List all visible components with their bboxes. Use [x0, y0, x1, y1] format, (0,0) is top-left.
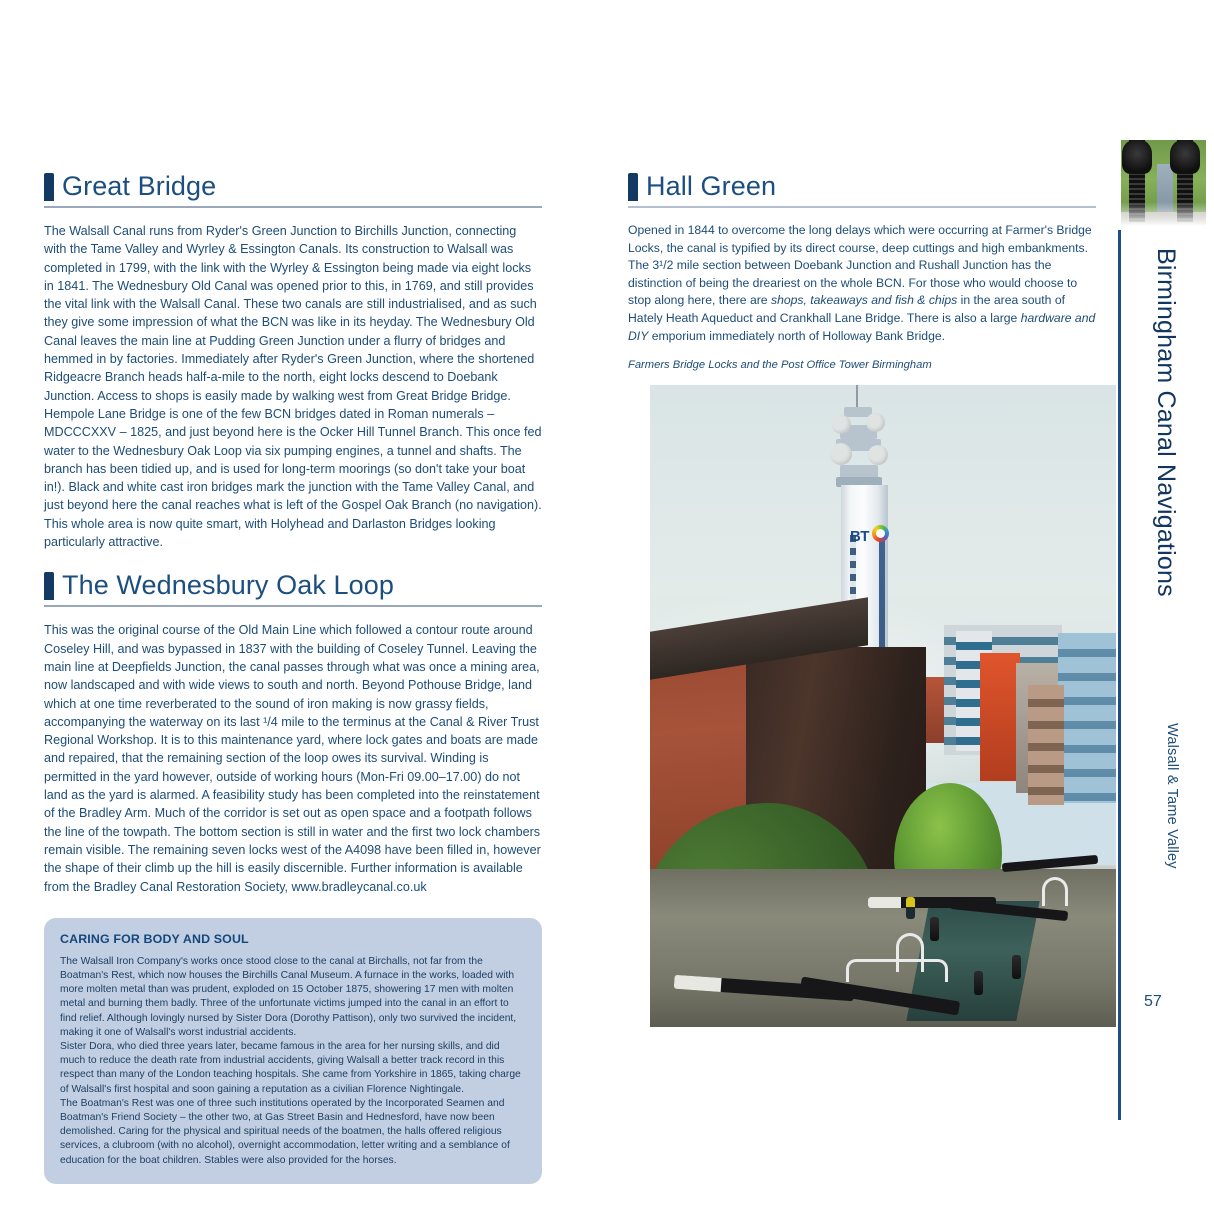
- left-column: [44, 170, 542, 1184]
- page-number: 57: [1144, 993, 1162, 1010]
- person-on-towpath: [906, 897, 915, 919]
- paragraph-hall-green: [628, 222, 1096, 345]
- right-column: [628, 170, 1096, 379]
- beam-white-tip: [868, 897, 901, 908]
- heading-rule: [628, 206, 1096, 208]
- section-heading-wednesbury-oak-loop: [44, 569, 542, 601]
- photo-farmers-bridge-locks: [650, 385, 1116, 1027]
- info-box-paragraph: The Boatman's Rest was one of three such institutions operated by the Incorporated Seamen and Boatman's Friend Society – the other two, at Gas Street Basin and Hednesford, have now been demolished. Caring for the physical and spiritual needs of the boatmen, the halls offered religious services, a clubroom (with no alcohol), overnight accommodation, letter writing and a semblance of education for the boat children. Stables were also provided for the horses.: [60, 1097, 510, 1166]
- background-building-blue: [1058, 633, 1116, 803]
- plain-text: Opened in 1844 to overcome the long delays which were occurring at Farmer's Bridge Locks, the canal is typified by its direct course, deep cuttings and high embankments. The 3¹/2 mile section between Doebank Junction and Rushall Junction has the distinction of being the dreariest on the whole BCN. For those who would choose to stop along here, there are: [628, 223, 1092, 308]
- photo-scene: [650, 385, 1116, 1027]
- chapter-subtitle-vertical: Walsall & Tame Valley: [1164, 723, 1180, 869]
- thumbnail-fade: [1121, 202, 1206, 228]
- mooring-bollard: [974, 971, 983, 995]
- sidebar-thumbnail-image: [1121, 140, 1206, 228]
- background-building: [1028, 685, 1064, 805]
- info-box-paragraph: The Walsall Iron Company's works once stood close to the canal at Birchalls, not far from the Boatman's Rest, which now houses the Birchills Canal Museum. A furnace in the works, loaded with more molten metal than was prudent, exploded on 15 October 1875, showering 17 men with molten metal and burning them badly. Three of the unfortunate victims jumped into the canal in an effort to find relief. Although lovingly nursed by Sister Dora (Dorothy Pattison), only two survived the incident, making it one of Walsall's worst industrial accidents.: [60, 955, 517, 1038]
- emphasised-text: shops, takeaways and fish & chips: [770, 293, 958, 308]
- plain-text: emporium immediately north of Holloway Bank Bridge.: [648, 328, 946, 343]
- section-heading-great-bridge: [44, 170, 542, 202]
- paragraph-great-bridge: The Walsall Canal runs from Ryder's Green Junction to Birchills Junction, connecting with the Tame Valley and Wyrley & Essington Canals. Its construction to Walsall was completed in 1799, with the link with the Wyrley & Essington being made via eight locks in 1841. The Wednesbury Old Canal was opened prior to this, in 1769, and still provides the vital link with the Walsall Canal. These two canals are still industrialised, and as such they give some impression of what the BCN was like in its heyday. The Wednesbury Old Canal leaves the main line at Pudding Green Junction under a flurry of bridges and hemmed in by factories. Immediately after Ryder's Green Junction, where the shortened Ridgeacre Branch heads half-a-mile to the north, eight locks descend to Doebank Junction. Access to shops is easily made by walking west from Great Bridge Bridge. Hempole Lane Bridge is one of the few BCN bridges dated in Roman numerals – MDCCCXXV – 1825, and just beyond here is the Ocker Hill Tunnel Branch. This once fed water to the Wednesbury Oak Loop via six pumping engines, a tunnel and shafts. The branch has been tidied up, and is used for long-term moorings (so don't take your boat in!). Black and white cast iron bridges mark the junction with the Tame Valley Canal, and just beyond here the canal reaches what is left of the Gospel Oak Branch (no navigation). This whole area is now quite smart, with Holyhead and Darlaston Bridges looking particularly attractive.: [44, 224, 542, 550]
- heading-marker-icon: [44, 572, 54, 600]
- background-building-orange: [980, 653, 1020, 781]
- chapter-sidebar: [1118, 140, 1214, 1040]
- lock-handrail: [846, 959, 948, 982]
- tower-spire: [856, 385, 858, 409]
- paragraph-wednesbury-oak-loop: This was the original course of the Old Main Line which followed a contour route around Coseley Hill, and was bypassed in 1837 with the building of Coseley Tunnel. Leaving the main line at Deepfields Junction, the canal passes through what was once a mining area, now landscaped and with wide views to south and north. Beyond Pothouse Bridge, land which at one time reverberated to the sound of iron making is now grassy fields, accompanying the waterway on its last ¹/4 mile to the terminus at the Canal & River Trust Regional Workshop. It is to this maintenance yard, where lock gates and boats are made and repaired, that the remaining section of the loop owes its survival. Winding is permitted in the yard however, outside of working hours (Mon-Fri 09.00–17.00) do not land as the yard is alarmed. A feasibility study has been completed into the reinstatement of the Bradley Arm. Much of the corridor is set out as open space and a footpath follows the line of the towpath. The bottom section is still in water and the first two lock chambers remain visible. The remaining seven locks west of the A4098 have been filled in, however the shape of their climb up the hill is easily discernible. Further information is available from the Bradley Canal Restoration Society, www.bradleycanal.co.uk: [44, 623, 541, 894]
- info-box-paragraph: Sister Dora, who died three years later, became famous in the area for her nursing skills, and did much to reduce the death rate from industrial accidents, giving Walsall a better track record in this respect than many of the London teaching hospitals. She came from Yorkshire in 1865, taking charge of Walsall's first hospital and soon gaining a reputation as a civilian Florence Nightingale.: [60, 1041, 521, 1095]
- info-box-title: CARING FOR BODY AND SOUL: [60, 931, 249, 946]
- thumbnail-lock-gear: [1170, 140, 1200, 174]
- tower-dish: [868, 445, 888, 465]
- plain-text: in the area south of Hately Heath Aqueduct and Crankhall Lane Bridge. There is also a large: [628, 293, 1066, 325]
- lock-handrail: [1042, 877, 1068, 906]
- sidebar-vertical-rule: [1118, 230, 1121, 1120]
- section-title: Hall Green: [646, 171, 777, 201]
- tower-dish: [830, 443, 852, 465]
- heading-marker-icon: [628, 173, 638, 201]
- heading-rule: [44, 605, 542, 607]
- mooring-bollard: [930, 917, 939, 941]
- info-box-caring-for-body-and-soul: [44, 918, 542, 1184]
- bt-logo-text: BT: [850, 528, 869, 545]
- tower-dish: [832, 415, 851, 434]
- heading-marker-icon: [44, 173, 54, 201]
- emphasised-text: hardware and DIY: [628, 310, 1096, 343]
- tower-dish: [866, 413, 885, 432]
- section-title: Great Bridge: [62, 171, 217, 201]
- chapter-title-vertical: Birmingham Canal Navigations: [1152, 248, 1180, 597]
- bt-logo-orb-icon: [872, 525, 889, 542]
- thumbnail-lock-gear: [1122, 140, 1152, 174]
- section-title: The Wednesbury Oak Loop: [62, 570, 394, 601]
- photo-caption: Farmers Bridge Locks and the Post Office Tower Birmingham: [628, 359, 932, 372]
- mooring-bollard: [1012, 955, 1021, 979]
- heading-rule: [44, 206, 542, 208]
- section-heading-hall-green: [628, 170, 1096, 202]
